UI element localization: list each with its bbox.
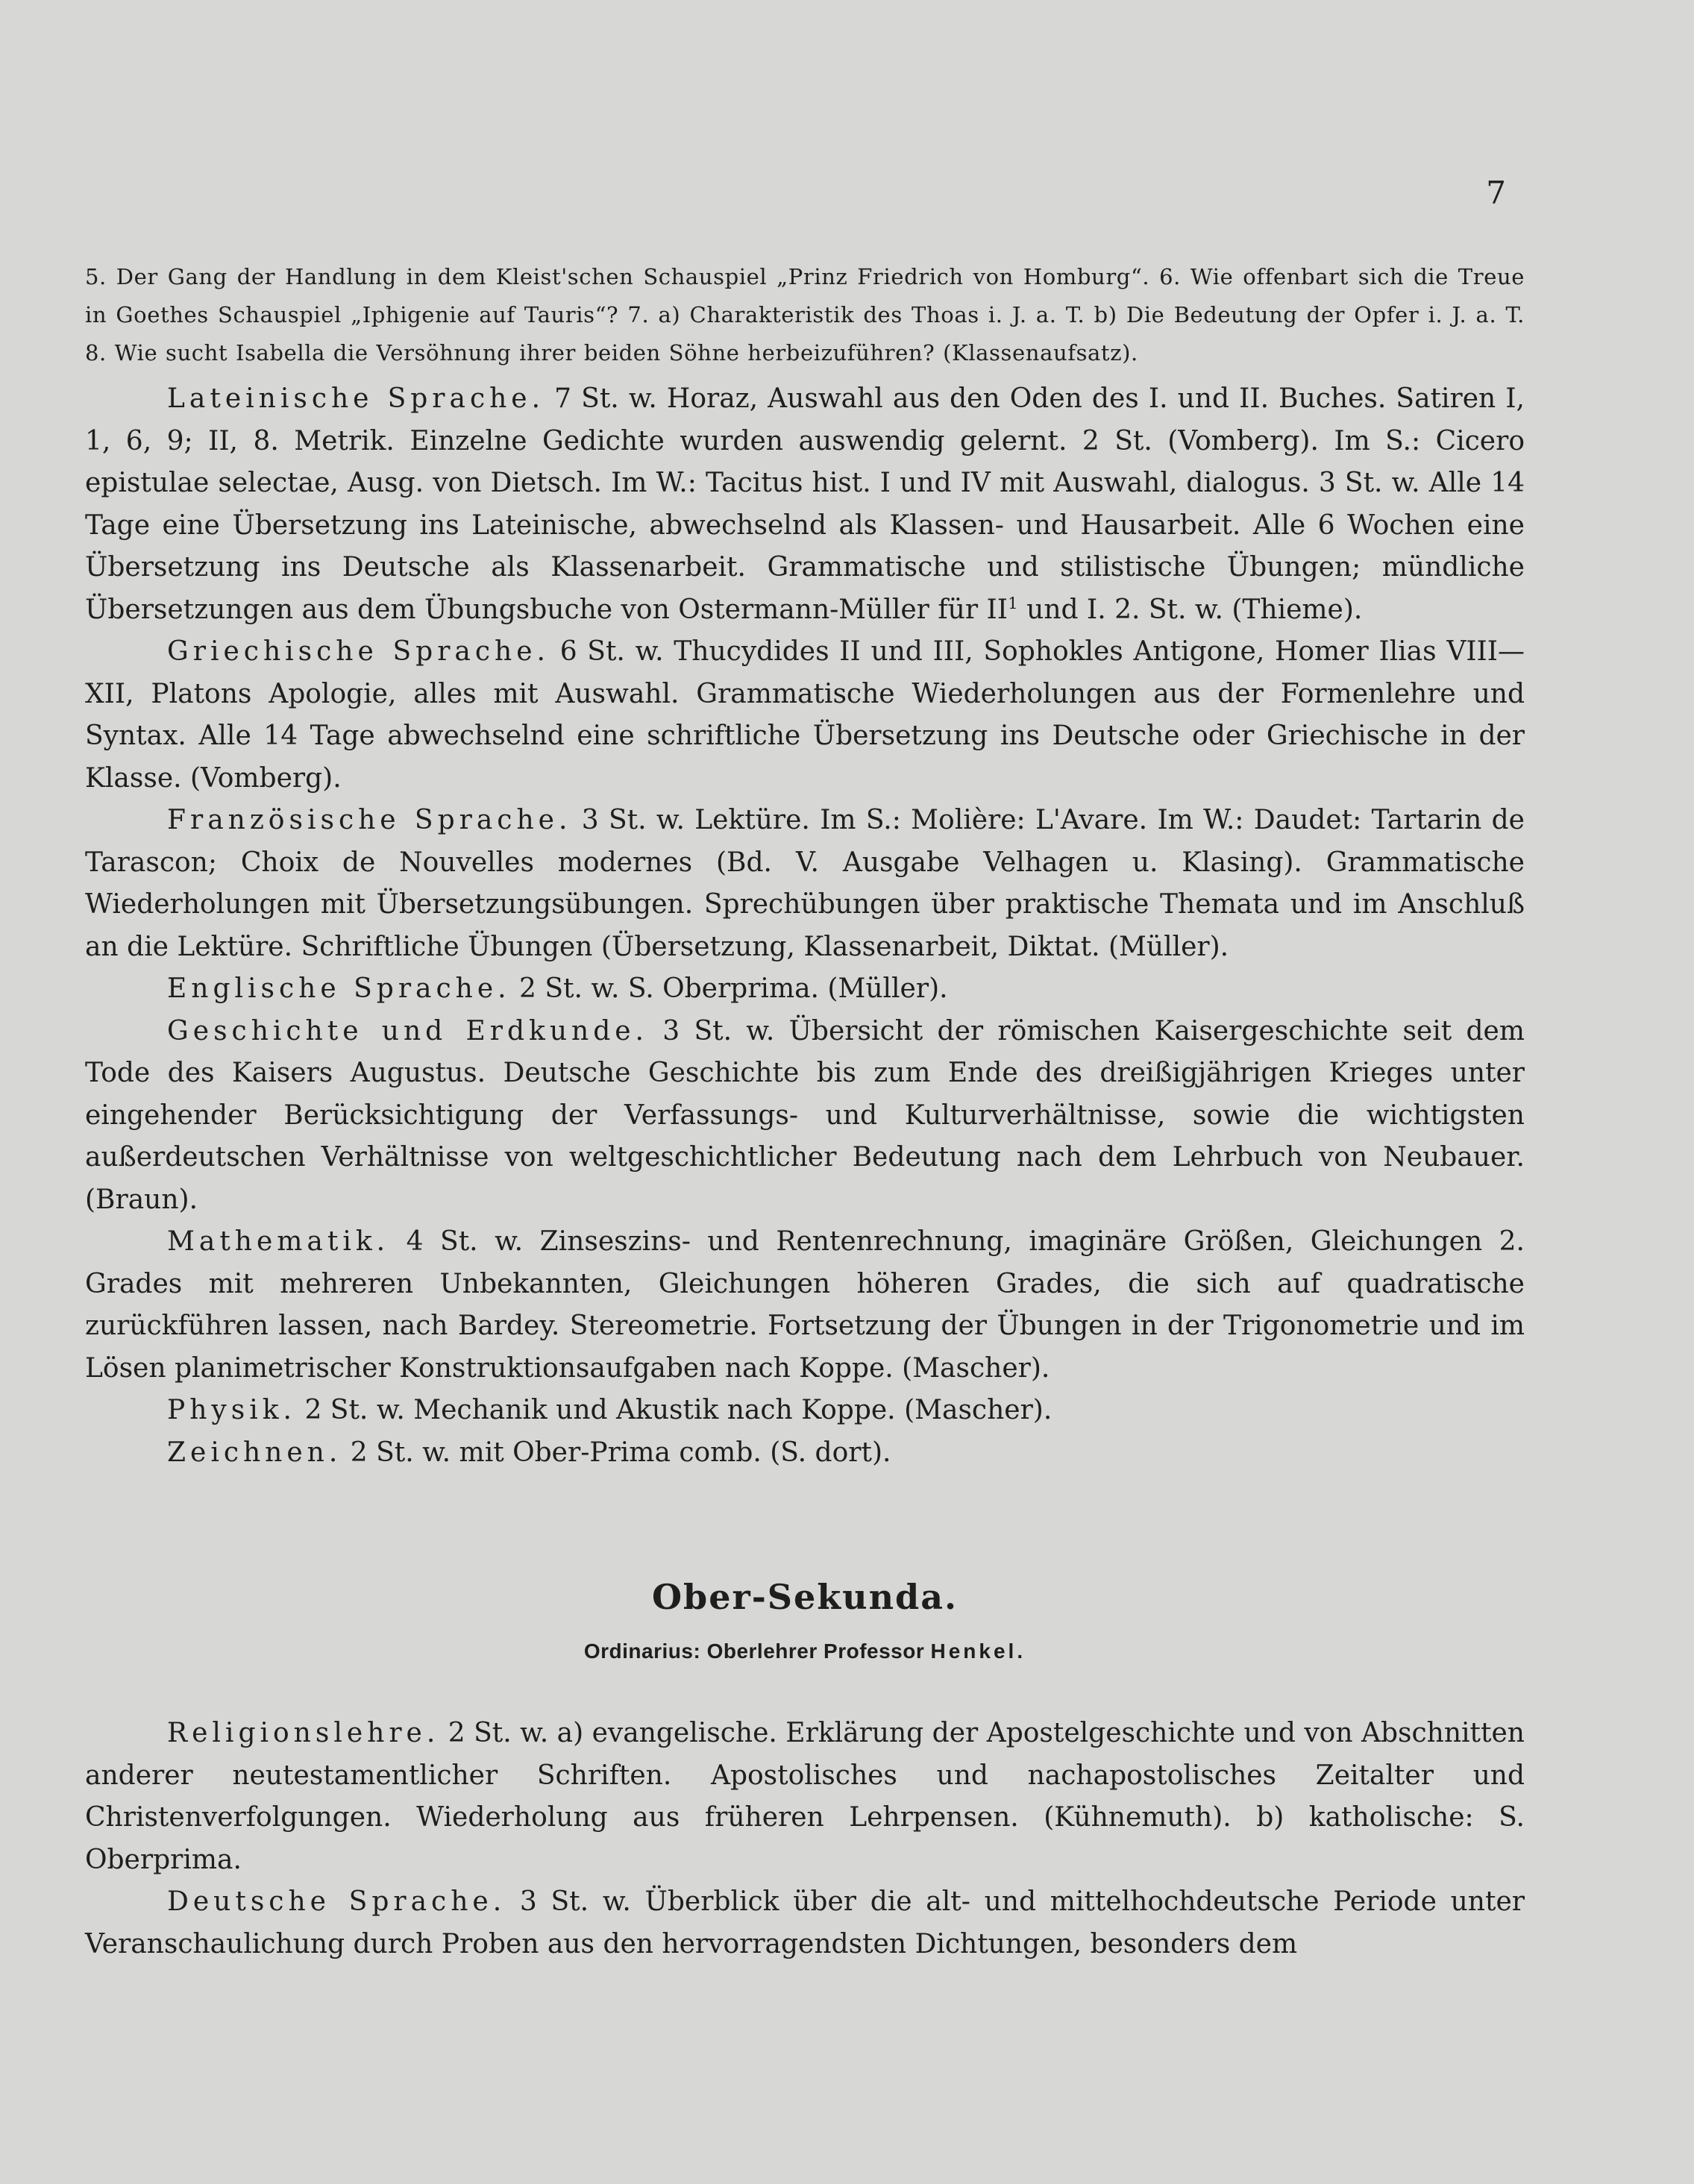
ordinarius-label: Ordinarius: Oberlehrer Professor <box>583 1639 925 1663</box>
subject-history-geography <box>85 1011 1525 1222</box>
page-number: 7 <box>1486 175 1506 211</box>
subject-text: 2 St. w. mit Ober-Prima comb. (S. dort). <box>350 1437 891 1468</box>
subject-mathematics <box>85 1221 1525 1390</box>
subject-text-tail: und I. 2. St. w. (Thieme). <box>1017 594 1363 625</box>
page-content <box>85 258 1525 1965</box>
subject-latin <box>85 378 1525 631</box>
subject-text: 2 St. w. Mechanik und Akustik nach Koppe. (Mascher). <box>304 1395 1053 1425</box>
subject-text: 3 St. w. Überblick über die alt- und mittelhochdeutsche Periode unter Veranschaulichung durch Proben aus den hervorragendsten Dichtungen, besonders dem <box>85 1886 1525 1959</box>
subject-heading: Religionslehre. <box>167 1718 440 1748</box>
subject-french <box>85 800 1525 968</box>
subject-text: 3 St. w. Übersicht der römischen Kaisergeschichte seit dem Tode des Kaisers Augustus. Deutsche Geschichte bis zum Ende des dreißigjährigen Krieges unter eingehender Berücksichtigung der Verfassungs- und Kulturverhältnisse, sowie die wichtigsten außerdeutschen Verhältnisse von weltgeschichtlicher Bedeutung nach dem Lehrbuch von Neubauer. (Braun). <box>85 1015 1525 1215</box>
section-title: Ober-Sekunda. <box>651 1577 959 1617</box>
subject-superscript: 1 <box>1007 594 1018 613</box>
subject-drawing <box>85 1432 1525 1475</box>
subject-heading: Englische Sprache. <box>167 973 511 1004</box>
subject-heading: Deutsche Sprache. <box>167 1886 506 1917</box>
subject-heading: Französische Sprache. <box>167 805 572 835</box>
subject-text: 3 St. w. Lektüre. Im S.: Molière: L'Avare. Im W.: Daudet: Tartarin de Tarascon; Choix de Nouvelles modernes (Bd. V. Ausgabe Velhagen u. Klasing). Grammatische Wiederholungen mit Übersetzungsübungen. Sprechübungen über praktische Themata und im Anschluß an die Lektüre. Schriftliche Übungen (Übersetzung, Klassenarbeit, Diktat. (Müller). <box>85 805 1525 962</box>
subject-text: 7 St. w. Horaz, Auswahl aus den Oden des I. und II. Buches. Satiren I, 1, 6, 9; II, 8. Metrik. Einzelne Gedichte wurden auswendig gelernt. 2 St. (Vomberg). Im S.: Cicero epistulae selectae, Ausg. von Dietsch. Im W.: Tacitus hist. I und IV mit Auswahl, dialogus. 3 St. w. Alle 14 Tage eine Übersetzung ins Lateinische, abwechselnd als Klassen- und Hausarbeit. Alle 6 Wochen eine Übersetzung ins Deutsche als Klassenarbeit. Grammatische und stilistische Übungen; mündliche Übersetzungen aus dem Übungsbuche von Ostermann-Müller für II <box>85 383 1525 625</box>
subject-heading: Geschichte und Erdkunde. <box>167 1015 648 1046</box>
subject-german <box>85 1881 1525 1965</box>
subject-heading: Lateinische Sprache. <box>167 383 545 414</box>
subject-religion <box>85 1713 1525 1881</box>
subject-text: 4 St. w. Zinseszins- und Rentenrechnung, imaginäre Größen, Gleichungen 2. Grades mit mehreren Unbekannten, Gleichungen höheren Grades, die sich auf quadratische zurückführen lassen, nach Bardey. Stereometrie. Fortsetzung der Übungen in der Trigonometrie und im Lösen planimetrischer Konstruktionsaufgaben nach Koppe. (Mascher). <box>85 1226 1525 1384</box>
subject-text: 6 St. w. Thucydides II und III, Sophokles Antigone, Homer Ilias VIII—XII, Platons Apologie, alles mit Auswahl. Grammatische Wiederholungen aus der Formenlehre und Syntax. Alle 14 Tage abwechselnd eine schriftliche Übersetzung ins Deutsche oder Griechische in der Klasse. (Vomberg). <box>85 636 1525 794</box>
ordinarius-name: Henkel. <box>930 1639 1026 1663</box>
essay-topics-text: 5. Der Gang der Handlung in dem Kleist'schen Schauspiel „Prinz Friedrich von Homburg“. 6. Wie offenbart sich die Treue in Goethes Schauspiel „Iphigenie auf Tauris“? 7. a) Charakteristik des Thoas i. J. a. T. b) Die Bedeutung der Opfer i. J. a. T. 8. Wie sucht Isabella die Versöhnung ihrer beiden Söhne herbeizuführen? (Klassenaufsatz). <box>85 264 1525 365</box>
subject-greek <box>85 631 1525 800</box>
subject-heading: Zeichnen. <box>167 1437 342 1468</box>
subject-heading: Mathematik. <box>167 1226 390 1257</box>
subject-english <box>85 968 1525 1011</box>
ordinarius-line <box>85 1639 1525 1663</box>
subject-heading: Physik. <box>167 1395 296 1425</box>
subject-text: 2 St. w. S. Oberprima. (Müller). <box>519 973 948 1004</box>
subject-heading: Griechische Sprache. <box>167 636 550 667</box>
subject-physics <box>85 1390 1525 1432</box>
subject-text: 2 St. w. a) evangelische. Erklärung der Apostelgeschichte und von Abschnitten anderer neutestamentlicher Schriften. Apostolisches und nachapostolisches Zeitalter und Christenverfolgungen. Wiederholung aus früheren Lehrpensen. (Kühnemuth). b) katholische: S. Oberprima. <box>85 1718 1525 1875</box>
